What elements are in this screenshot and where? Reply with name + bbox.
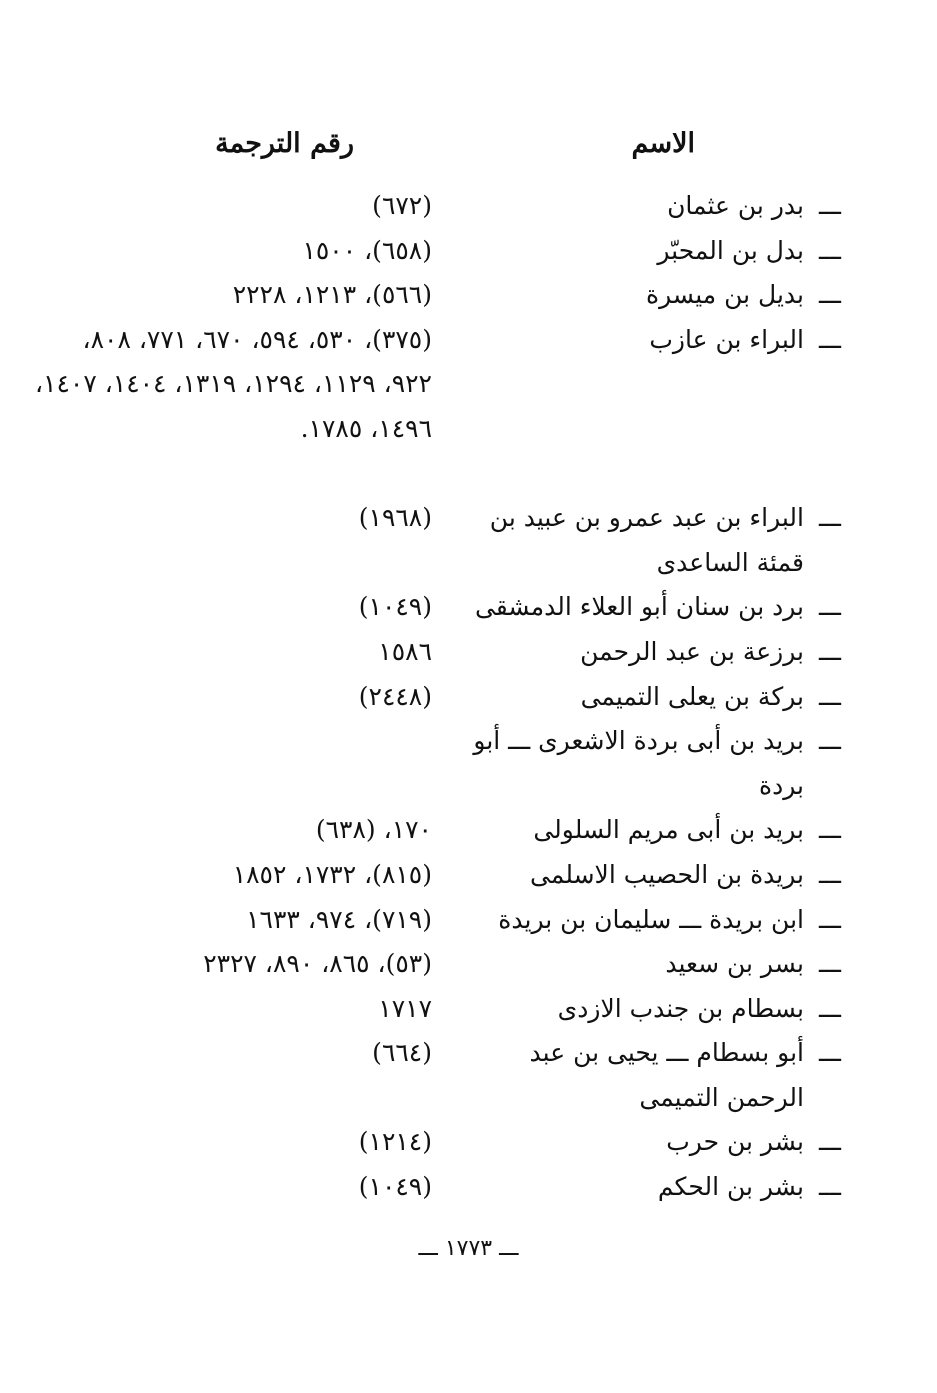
- entry-numbers: (١٠٤٩): [358, 1172, 432, 1202]
- entry-name: بركة بن يعلى التميمى: [580, 681, 804, 711]
- entry-name: بدل بن المحبّر: [657, 235, 804, 265]
- entry-name: البراء بن عازب: [649, 324, 804, 354]
- number-column-header: رقم الترجمة: [215, 128, 354, 159]
- entry-numbers: (١٠٤٩): [358, 592, 432, 622]
- entry-dash: ـــ: [819, 503, 841, 533]
- index-entry: [0, 318, 937, 496]
- entry-numbers: (٦٥٨)، ١٥٠٠: [302, 235, 432, 265]
- index-entry: [0, 630, 937, 675]
- entry-dash: ـــ: [819, 636, 841, 666]
- entry-dash: ـــ: [819, 191, 841, 220]
- entry-numbers: (٦٦٤): [372, 1038, 432, 1068]
- entry-name: بشر بن حرب: [666, 1127, 804, 1157]
- entry-numbers: (٨١٥)، ١٧٣٢، ١٨٥٢: [232, 859, 432, 889]
- entry-name: برد بن سنان أبو العلاء الدمشقى: [474, 592, 804, 622]
- index-entry: [0, 898, 937, 943]
- column-headers: [0, 128, 937, 172]
- index-entry: [0, 719, 937, 808]
- index-entry: [0, 1031, 937, 1120]
- entry-numbers: (٥٦٦)، ١٢١٣، ٢٢٢٨: [232, 280, 432, 310]
- index-entry: [0, 675, 937, 720]
- entry-dash: ـــ: [819, 235, 841, 265]
- index-entry: [0, 853, 937, 898]
- index-entry: [0, 1120, 937, 1165]
- entry-dash: ـــ: [819, 1038, 841, 1068]
- entry-dash: ـــ: [819, 859, 841, 889]
- index-entry: [0, 229, 937, 274]
- index-entry: [0, 496, 937, 585]
- entry-dash: ـــ: [819, 949, 841, 979]
- index-entry: [0, 1165, 937, 1210]
- entry-numbers: (٦٧٢): [372, 191, 432, 220]
- index-entry: [0, 184, 937, 229]
- entry-dash: ـــ: [819, 1172, 841, 1202]
- entry-name: بدر بن عثمان: [667, 191, 804, 220]
- entry-numbers: (١٩٦٨): [358, 503, 432, 533]
- page-number: ـــ ١٧٧٣ ـــ: [418, 1236, 519, 1261]
- entry-name: ابن بريدة ـــ سليمان بن بريدة: [498, 904, 804, 934]
- index-entry: [0, 273, 937, 318]
- entry-dash: ـــ: [819, 815, 841, 845]
- entry-dash: ـــ: [819, 280, 841, 310]
- entry-numbers: (٢٤٤٨): [358, 681, 432, 711]
- entry-name: بشر بن الحكم: [657, 1172, 804, 1202]
- entry-dash: ـــ: [819, 1127, 841, 1157]
- entry-numbers: ١٧٠، (٦٣٨): [315, 815, 432, 845]
- entry-dash: ـــ: [819, 993, 841, 1023]
- entry-dash: ـــ: [819, 904, 841, 934]
- index-entry: [0, 808, 937, 853]
- index-entry: [0, 942, 937, 987]
- entry-dash: ـــ: [819, 324, 841, 354]
- entry-numbers: ١٥٨٦: [378, 636, 432, 666]
- entry-name: أبو بسطام ـــ يحيى بن عبد الرحمن التميمى: [529, 1038, 804, 1112]
- entry-numbers: (١٢١٤): [358, 1127, 432, 1157]
- entry-numbers: (٣٧٥)، ٥٣٠، ٥٩٤، ٦٧٠، ٧٧١، ٨٠٨، ٩٢٢، ١١٢٩، ١٢٩٤، ١٣١٩، ١٤٠٤، ١٤٠٧، ١٤٩٦، ١٧٨٥.: [34, 324, 432, 443]
- name-column-header: الاسم: [631, 128, 695, 159]
- entry-name: بسطام بن جندب الازدى: [557, 993, 804, 1023]
- index-entry: [0, 987, 937, 1032]
- entry-dash: ـــ: [819, 726, 841, 756]
- entry-name: بريد بن أبى بردة الاشعرى ـــ أبو بردة: [473, 726, 804, 800]
- index-entries: [0, 184, 937, 1210]
- entry-name: برزعة بن عبد الرحمن: [580, 636, 804, 666]
- entry-numbers: (٥٣)، ٨٦٥، ٨٩٠، ٢٣٢٧: [203, 949, 432, 979]
- entry-numbers: ١٧١٧: [378, 993, 432, 1023]
- entry-numbers: (٧١٩)، ٩٧٤، ١٦٣٣: [246, 904, 432, 934]
- entry-name: بريدة بن الحصيب الاسلمى: [530, 859, 804, 889]
- entry-name: البراء بن عبد عمرو بن عبيد بن قمئة الساعدى: [489, 503, 804, 577]
- entry-dash: ـــ: [819, 592, 841, 622]
- index-entry: [0, 585, 937, 630]
- entry-dash: ـــ: [819, 681, 841, 711]
- entry-name: بسر بن سعيد: [665, 949, 804, 979]
- entry-name: بريد بن أبى مريم السلولى: [533, 815, 804, 845]
- entry-name: بديل بن ميسرة: [646, 280, 804, 310]
